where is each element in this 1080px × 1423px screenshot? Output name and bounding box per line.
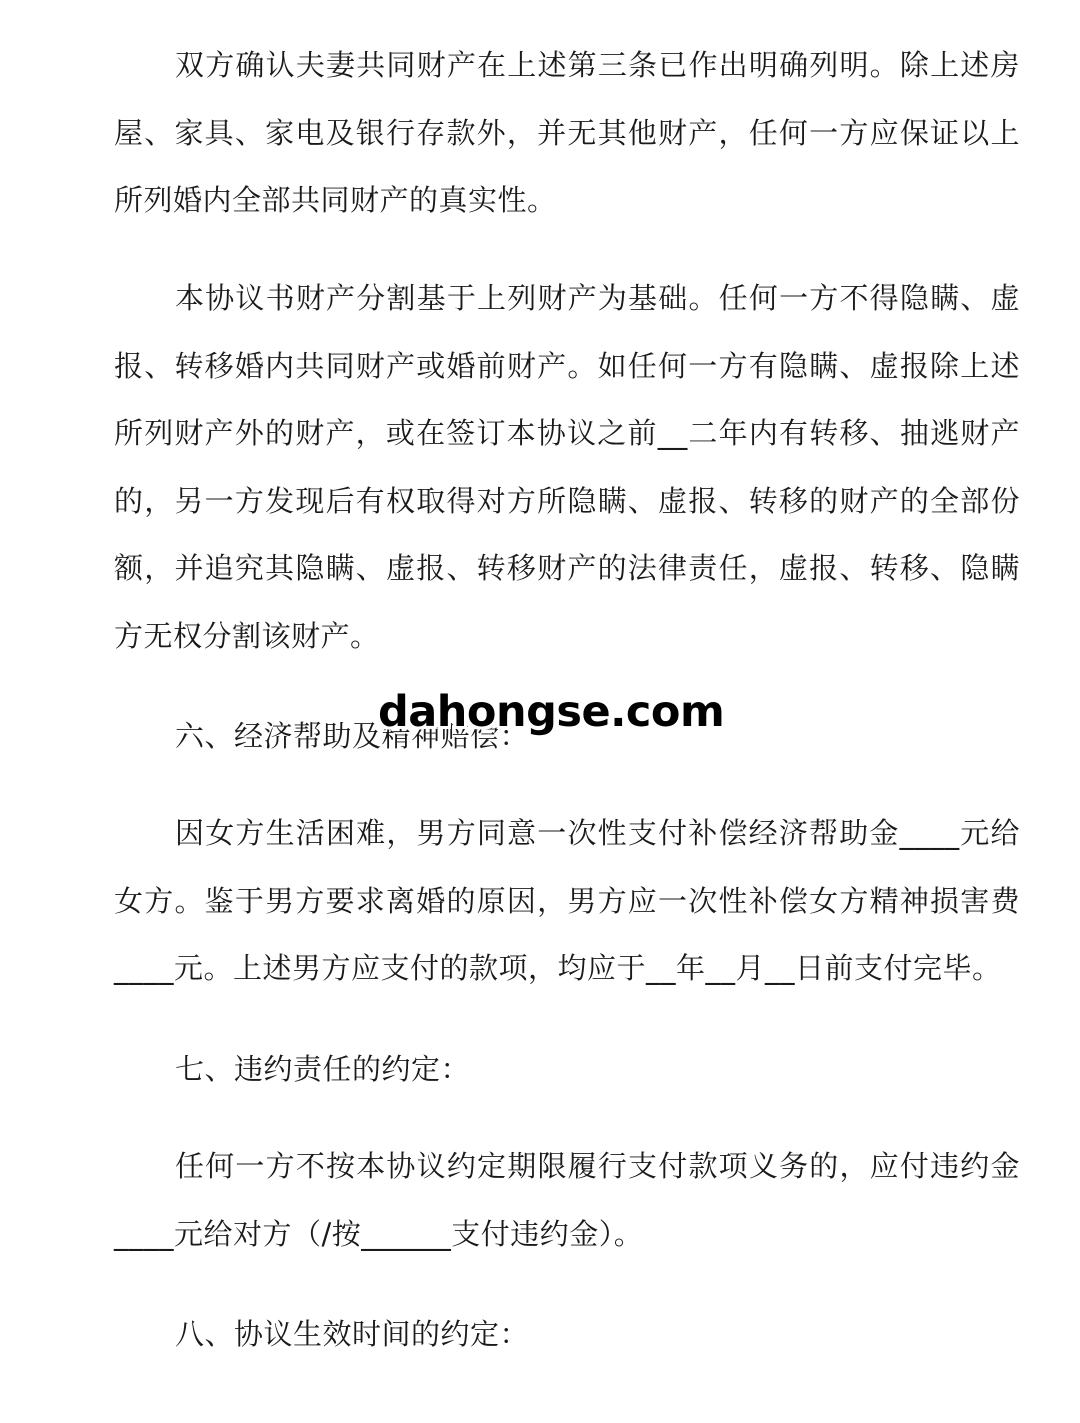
section-heading-economic-help: 六、经济帮助及精神赔偿： xyxy=(175,719,530,753)
watermark-text: dahongse.com xyxy=(378,687,725,737)
section-heading-breach-liability: 七、违约责任的约定： xyxy=(175,1052,471,1086)
paragraph-compensation: 因女方生活困难，男方同意一次性支付补偿经济帮助金____元给女方。鉴于男方要求离婚的原因，男方应一次性补偿女方精神损害费____元。上述男方应支付的款项，均应于__年__月__日前支付完毕。 xyxy=(114,816,1020,985)
paragraph-concealment-clause: 本协议书财产分割基于上列财产为基础。任何一方不得隐瞒、虚报、转移婚内共同财产或婚前财产。如任何一方有隐瞒、虚报除上述所列财产外的财产，或在签订本协议之前__二年内有转移、抽逃财产的，另一方发现后有权取得对方所隐瞒、虚报、转移的财产的全部份额，并追究其隐瞒、虚报、转移财产的法律责任，虚报、转移、隐瞒方无权分割该财产。 xyxy=(114,281,1020,653)
section-heading-effective-date: 八、协议生效时间的约定： xyxy=(175,1317,530,1351)
paragraph-breach-penalty: 任何一方不按本协议约定期限履行支付款项义务的，应付违约金____元给对方（/按______支付违约金）。 xyxy=(114,1149,1020,1251)
paragraph-assets-confirmation: 双方确认夫妻共同财产在上述第三条已作出明确列明。除上述房屋、家具、家电及银行存款外，并无其他财产，任何一方应保证以上所列婚内全部共同财产的真实性。 xyxy=(114,48,1020,217)
